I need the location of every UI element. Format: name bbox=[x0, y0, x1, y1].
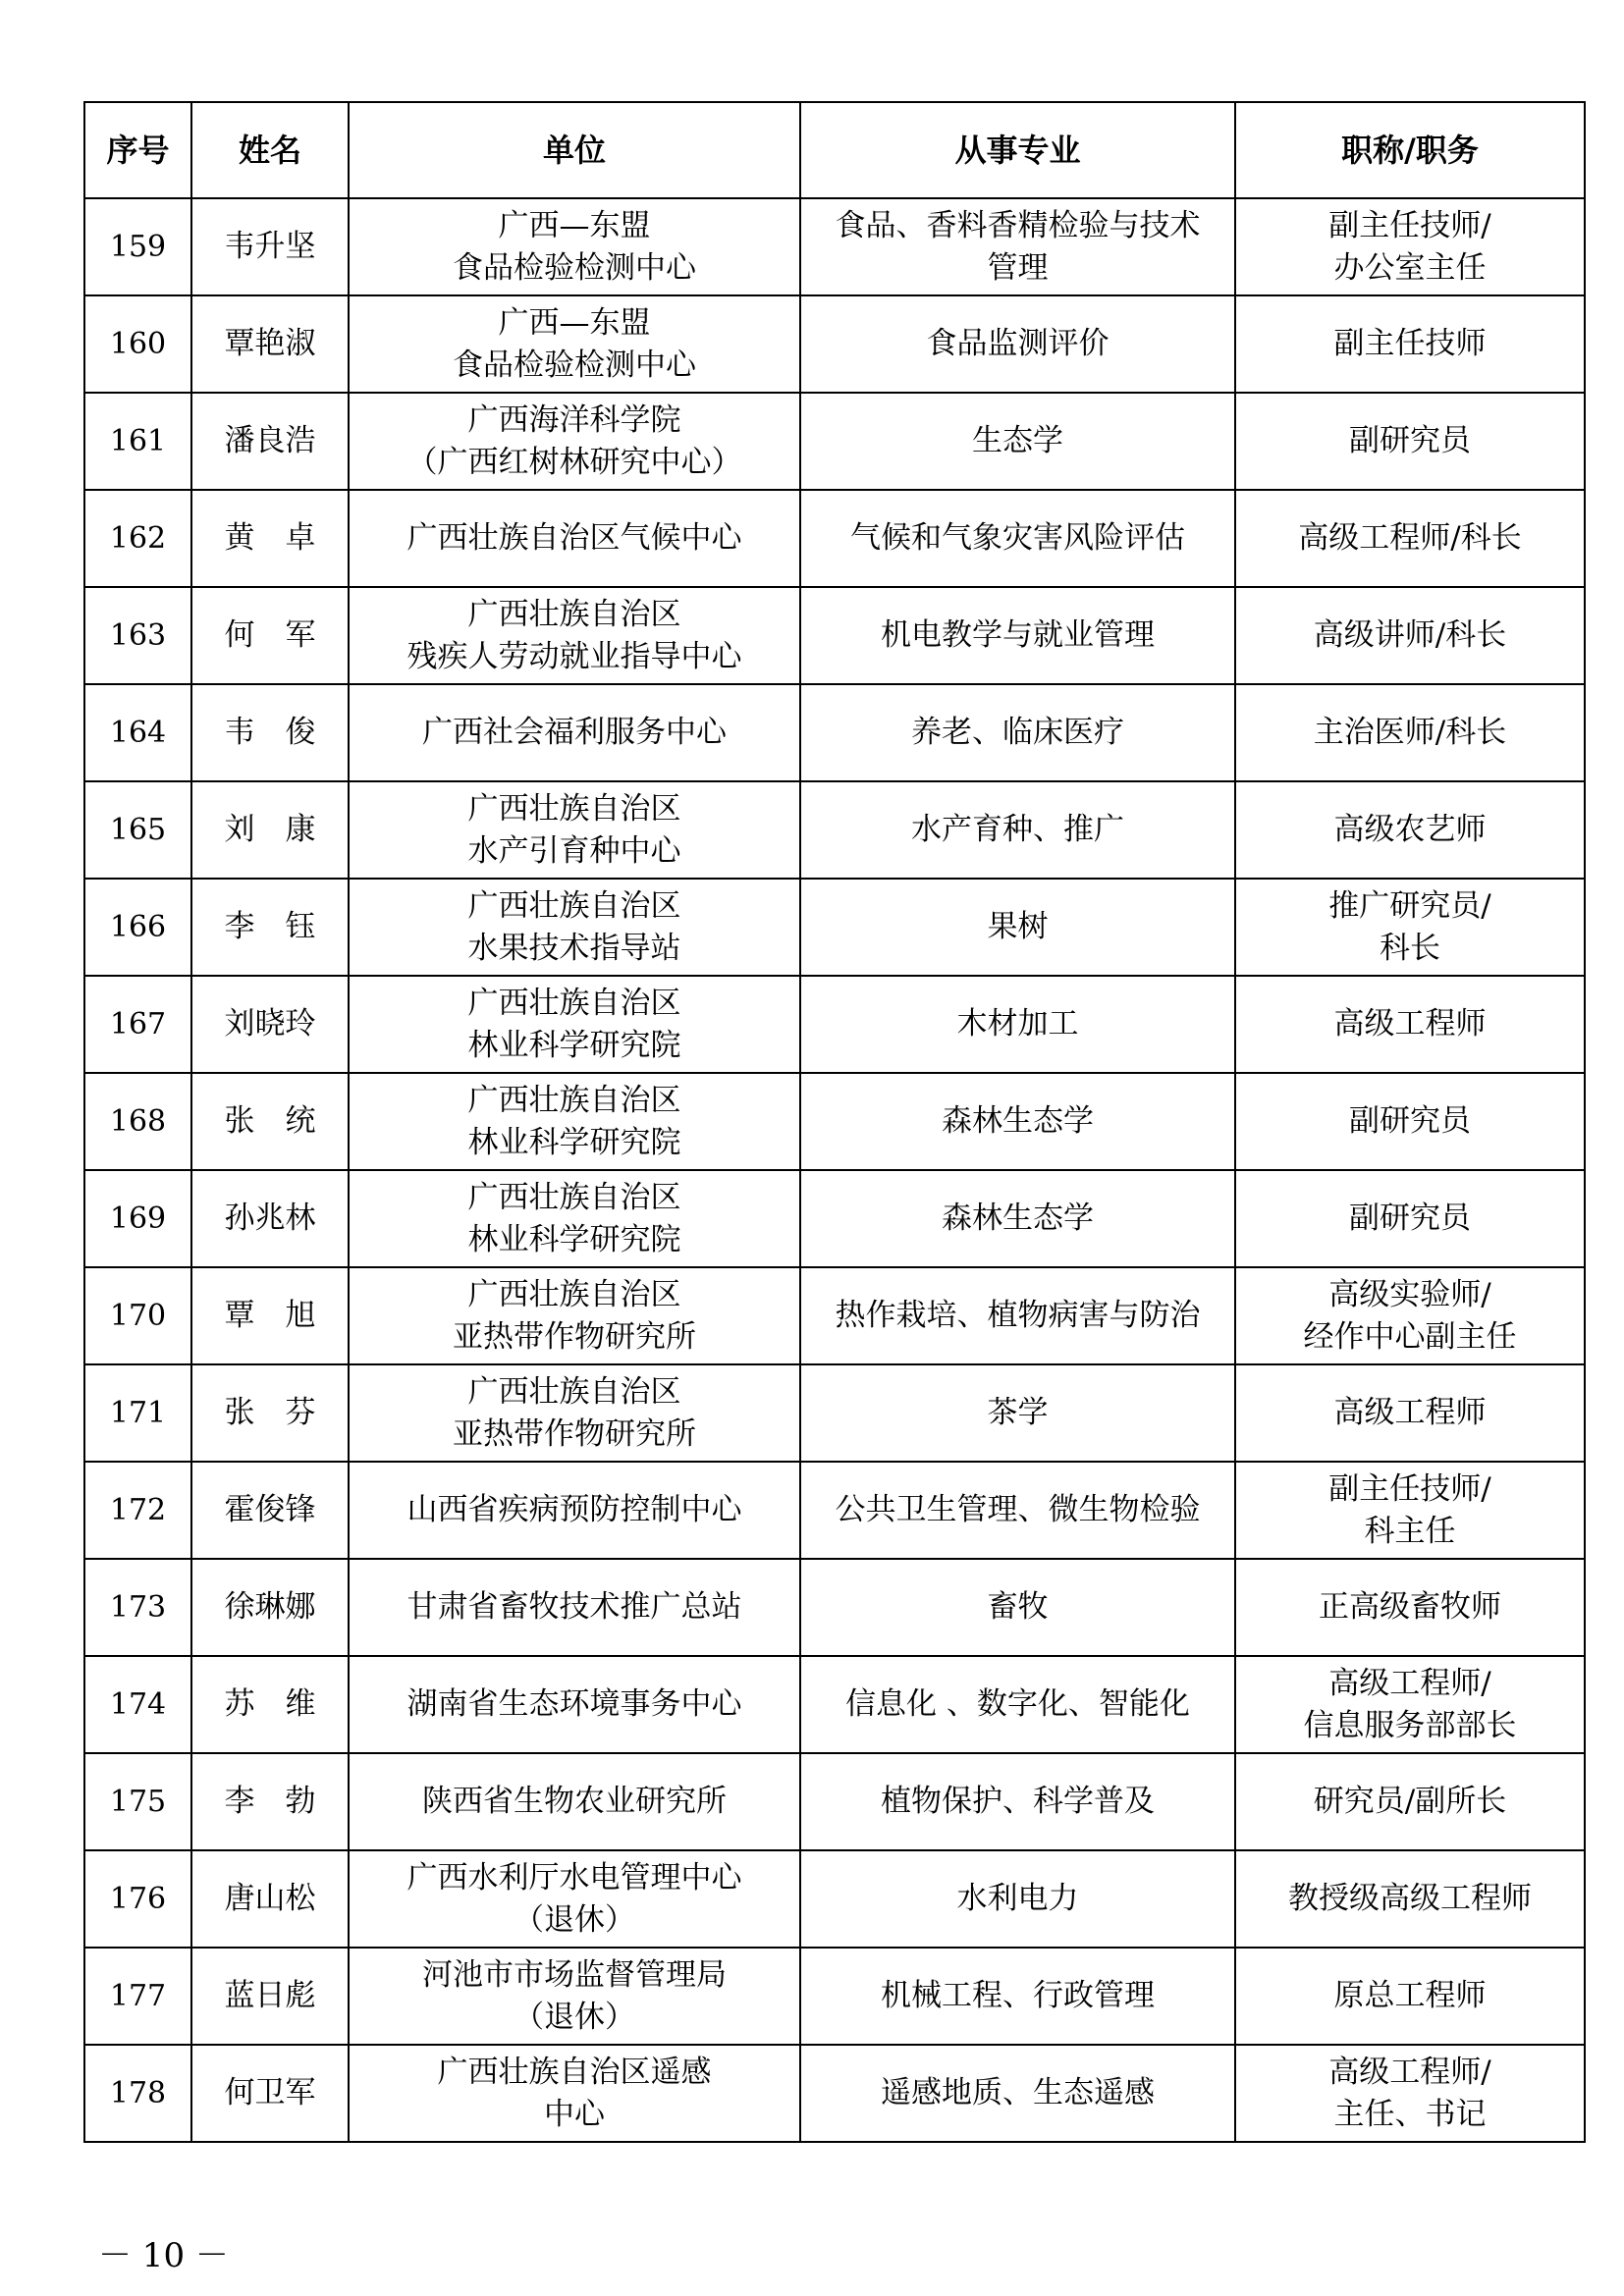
cell-unit-line: 广西壮族自治区遥感 bbox=[437, 2054, 712, 2090]
cell-major-line: 森林生态学 bbox=[942, 1201, 1094, 1236]
cell-unit-line: （退休） bbox=[514, 1901, 635, 1938]
cell-major bbox=[800, 295, 1235, 393]
cell-title-line: 经作中心副主任 bbox=[1303, 1318, 1517, 1355]
cell-major bbox=[800, 1462, 1235, 1559]
cell-unit-line: 亚热带作物研究所 bbox=[453, 1415, 696, 1452]
cell-major-line: 森林生态学 bbox=[942, 1103, 1094, 1139]
cell-title-line: 主治医师/科长 bbox=[1313, 715, 1507, 750]
cell-title bbox=[1235, 1850, 1585, 1948]
cell-unit-line: 广西壮族自治区 bbox=[467, 596, 681, 632]
cell-unit-line: 林业科学研究院 bbox=[467, 1027, 681, 1063]
cell-name: 张 统 bbox=[191, 1073, 349, 1170]
cell-major-line: 水利电力 bbox=[956, 1881, 1079, 1916]
cell-unit-line: 广西壮族自治区气候中心 bbox=[406, 520, 742, 556]
cell-title-line: 教授级高级工程师 bbox=[1288, 1881, 1532, 1916]
table-row bbox=[84, 1364, 1585, 1462]
cell-serial: 167 bbox=[84, 976, 191, 1073]
table-row bbox=[84, 1462, 1585, 1559]
cell-serial: 163 bbox=[84, 587, 191, 684]
cell-title-line: 副主任技师 bbox=[1333, 326, 1487, 361]
cell-major bbox=[800, 1267, 1235, 1364]
cell-unit-line: 水产引育种中心 bbox=[467, 832, 681, 869]
cell-title-line: 高级工程师 bbox=[1333, 1395, 1487, 1430]
cell-name: 潘良浩 bbox=[191, 393, 349, 490]
cell-title bbox=[1235, 781, 1585, 879]
cell-unit bbox=[349, 1753, 800, 1850]
cell-major-line: 热作栽培、植物病害与防治 bbox=[835, 1298, 1201, 1333]
cell-name: 覃艳淑 bbox=[191, 295, 349, 393]
cell-name: 覃 旭 bbox=[191, 1267, 349, 1364]
cell-name: 李 钰 bbox=[191, 879, 349, 976]
cell-serial: 168 bbox=[84, 1073, 191, 1170]
cell-name: 孙兆林 bbox=[191, 1170, 349, 1267]
cell-title bbox=[1235, 393, 1585, 490]
table-row bbox=[84, 1656, 1585, 1753]
cell-unit bbox=[349, 1364, 800, 1462]
cell-unit-line: 广西壮族自治区 bbox=[467, 1276, 681, 1312]
cell-serial: 166 bbox=[84, 879, 191, 976]
cell-major-line: 植物保护、科学普及 bbox=[881, 1784, 1155, 1819]
cell-major-line: 管理 bbox=[987, 249, 1049, 286]
cell-unit bbox=[349, 1170, 800, 1267]
cell-unit bbox=[349, 393, 800, 490]
table-row bbox=[84, 684, 1585, 781]
cell-unit-line: 残疾人劳动就业指导中心 bbox=[406, 638, 742, 674]
cell-unit-line: 广西—东盟 bbox=[498, 207, 651, 243]
cell-title-line: 正高级畜牧师 bbox=[1319, 1589, 1501, 1625]
cell-title bbox=[1235, 587, 1585, 684]
cell-title bbox=[1235, 1170, 1585, 1267]
cell-name: 何卫军 bbox=[191, 2045, 349, 2142]
table-row bbox=[84, 1267, 1585, 1364]
header-title: 职称/职务 bbox=[1235, 102, 1585, 198]
cell-title-line: 副研究员 bbox=[1349, 423, 1471, 458]
cell-unit bbox=[349, 490, 800, 587]
cell-major bbox=[800, 1559, 1235, 1656]
cell-major bbox=[800, 198, 1235, 295]
cell-unit-line: 广西壮族自治区 bbox=[467, 985, 681, 1021]
cell-major-line: 食品监测评价 bbox=[926, 326, 1110, 361]
cell-unit-line: 中心 bbox=[544, 2096, 605, 2132]
table-row bbox=[84, 1559, 1585, 1656]
cell-name: 李 勃 bbox=[191, 1753, 349, 1850]
table-row bbox=[84, 1850, 1585, 1948]
table-row bbox=[84, 587, 1585, 684]
table-row bbox=[84, 1753, 1585, 1850]
table-row bbox=[84, 1170, 1585, 1267]
cell-title-line: 高级工程师 bbox=[1333, 1006, 1487, 1041]
cell-name: 刘 康 bbox=[191, 781, 349, 879]
cell-major-line: 畜牧 bbox=[987, 1589, 1049, 1625]
cell-unit-line: 河池市市场监督管理局 bbox=[422, 1956, 727, 1993]
cell-title bbox=[1235, 1364, 1585, 1462]
cell-unit-line: 甘肃省畜牧技术推广总站 bbox=[406, 1589, 742, 1625]
header-row bbox=[84, 102, 1585, 198]
table-row bbox=[84, 879, 1585, 976]
table-row bbox=[84, 295, 1585, 393]
cell-title bbox=[1235, 1462, 1585, 1559]
cell-major bbox=[800, 976, 1235, 1073]
cell-major bbox=[800, 1753, 1235, 1850]
cell-major bbox=[800, 1948, 1235, 2045]
cell-title-line: 高级讲师/科长 bbox=[1313, 617, 1507, 653]
cell-title-line: 推广研究员/ bbox=[1328, 887, 1491, 924]
cell-unit bbox=[349, 1073, 800, 1170]
cell-major-line: 机电教学与就业管理 bbox=[881, 617, 1155, 653]
cell-major-line: 遥感地质、生态遥感 bbox=[881, 2075, 1155, 2110]
cell-serial: 178 bbox=[84, 2045, 191, 2142]
cell-title-line: 办公室主任 bbox=[1333, 249, 1487, 286]
header-unit: 单位 bbox=[349, 102, 800, 198]
cell-title bbox=[1235, 490, 1585, 587]
cell-serial: 172 bbox=[84, 1462, 191, 1559]
cell-serial: 175 bbox=[84, 1753, 191, 1850]
cell-unit-line: 广西—东盟 bbox=[498, 304, 651, 341]
cell-title bbox=[1235, 198, 1585, 295]
cell-title-line: 高级实验师/ bbox=[1328, 1276, 1491, 1312]
cell-title bbox=[1235, 1948, 1585, 2045]
cell-title bbox=[1235, 1073, 1585, 1170]
cell-title-line: 研究员/副所长 bbox=[1313, 1784, 1507, 1819]
cell-unit bbox=[349, 1948, 800, 2045]
cell-name: 蓝日彪 bbox=[191, 1948, 349, 2045]
cell-serial: 165 bbox=[84, 781, 191, 879]
cell-name: 张 芬 bbox=[191, 1364, 349, 1462]
cell-serial: 170 bbox=[84, 1267, 191, 1364]
cell-unit-line: 广西水利厅水电管理中心 bbox=[406, 1859, 742, 1896]
cell-unit-line: 山西省疾病预防控制中心 bbox=[406, 1492, 742, 1527]
cell-unit-line: 林业科学研究院 bbox=[467, 1221, 681, 1257]
cell-unit-line: 水果技术指导站 bbox=[467, 930, 681, 966]
table-row bbox=[84, 1948, 1585, 2045]
cell-major bbox=[800, 684, 1235, 781]
cell-unit-line: 广西壮族自治区 bbox=[467, 1373, 681, 1410]
cell-serial: 159 bbox=[84, 198, 191, 295]
cell-title bbox=[1235, 976, 1585, 1073]
cell-unit-line: 广西壮族自治区 bbox=[467, 790, 681, 827]
cell-title bbox=[1235, 1559, 1585, 1656]
table-row bbox=[84, 1073, 1585, 1170]
table-body bbox=[84, 198, 1585, 2142]
table-row bbox=[84, 198, 1585, 295]
cell-title-line: 高级工程师/科长 bbox=[1298, 520, 1522, 556]
cell-title-line: 科主任 bbox=[1364, 1513, 1456, 1549]
cell-title bbox=[1235, 1267, 1585, 1364]
cell-major bbox=[800, 393, 1235, 490]
cell-unit bbox=[349, 2045, 800, 2142]
cell-unit bbox=[349, 1656, 800, 1753]
cell-title bbox=[1235, 295, 1585, 393]
cell-unit-line: 林业科学研究院 bbox=[467, 1124, 681, 1160]
cell-name: 唐山松 bbox=[191, 1850, 349, 1948]
cell-unit bbox=[349, 1267, 800, 1364]
cell-unit bbox=[349, 1462, 800, 1559]
cell-major-line: 养老、临床医疗 bbox=[911, 715, 1124, 750]
cell-unit-line: 广西壮族自治区 bbox=[467, 887, 681, 924]
cell-title bbox=[1235, 1753, 1585, 1850]
cell-name: 苏 维 bbox=[191, 1656, 349, 1753]
header-name: 姓名 bbox=[191, 102, 349, 198]
cell-name: 何 军 bbox=[191, 587, 349, 684]
header-major: 从事专业 bbox=[800, 102, 1235, 198]
cell-title-line: 副研究员 bbox=[1349, 1103, 1471, 1139]
cell-name: 韦升坚 bbox=[191, 198, 349, 295]
table-row bbox=[84, 490, 1585, 587]
cell-unit bbox=[349, 587, 800, 684]
table-row bbox=[84, 2045, 1585, 2142]
cell-unit-line: 广西壮族自治区 bbox=[467, 1082, 681, 1118]
cell-title-line: 主任、书记 bbox=[1333, 2096, 1487, 2132]
cell-title-line: 副主任技师/ bbox=[1328, 207, 1491, 243]
cell-unit bbox=[349, 879, 800, 976]
cell-title-line: 高级工程师/ bbox=[1328, 2054, 1491, 2090]
cell-serial: 177 bbox=[84, 1948, 191, 2045]
cell-unit bbox=[349, 976, 800, 1073]
cell-name: 霍俊锋 bbox=[191, 1462, 349, 1559]
cell-major bbox=[800, 587, 1235, 684]
cell-serial: 174 bbox=[84, 1656, 191, 1753]
cell-unit-line: 食品检验检测中心 bbox=[453, 347, 696, 383]
header-serial: 序号 bbox=[84, 102, 191, 198]
cell-title bbox=[1235, 879, 1585, 976]
cell-major-line: 水产育种、推广 bbox=[911, 812, 1124, 847]
cell-title-line: 高级农艺师 bbox=[1333, 812, 1487, 847]
cell-title-line: 原总工程师 bbox=[1333, 1978, 1487, 2013]
cell-major bbox=[800, 879, 1235, 976]
cell-unit-line: （退休） bbox=[514, 1999, 635, 2035]
cell-major-line: 信息化 、数字化、智能化 bbox=[845, 1686, 1190, 1722]
cell-major-line: 果树 bbox=[987, 909, 1049, 944]
cell-title bbox=[1235, 2045, 1585, 2142]
table-row bbox=[84, 393, 1585, 490]
cell-serial: 160 bbox=[84, 295, 191, 393]
cell-major-line: 木材加工 bbox=[956, 1006, 1079, 1041]
cell-major-line: 公共卫生管理、微生物检验 bbox=[835, 1492, 1201, 1527]
cell-title bbox=[1235, 1656, 1585, 1753]
cell-major bbox=[800, 1073, 1235, 1170]
cell-serial: 161 bbox=[84, 393, 191, 490]
page-number: － 10 － bbox=[98, 2236, 229, 2275]
cell-name: 韦 俊 bbox=[191, 684, 349, 781]
table-row bbox=[84, 976, 1585, 1073]
cell-unit-line: 湖南省生态环境事务中心 bbox=[406, 1686, 742, 1722]
cell-unit bbox=[349, 295, 800, 393]
cell-title-line: 高级工程师/ bbox=[1328, 1665, 1491, 1701]
table-row bbox=[84, 781, 1585, 879]
cell-major bbox=[800, 1364, 1235, 1462]
cell-title-line: 副主任技师/ bbox=[1328, 1470, 1491, 1507]
cell-serial: 173 bbox=[84, 1559, 191, 1656]
cell-unit-line: 广西壮族自治区 bbox=[467, 1179, 681, 1215]
cell-unit bbox=[349, 781, 800, 879]
cell-unit bbox=[349, 1559, 800, 1656]
cell-major-line: 食品、香料香精检验与技术 bbox=[835, 207, 1201, 243]
cell-title-line: 信息服务部部长 bbox=[1303, 1707, 1517, 1743]
cell-serial: 176 bbox=[84, 1850, 191, 1948]
cell-unit-line: 广西社会福利服务中心 bbox=[422, 715, 727, 750]
cell-major bbox=[800, 490, 1235, 587]
cell-title-line: 科长 bbox=[1380, 930, 1440, 966]
cell-unit-line: 陕西省生物农业研究所 bbox=[422, 1784, 727, 1819]
cell-major bbox=[800, 1656, 1235, 1753]
cell-title bbox=[1235, 684, 1585, 781]
cell-name: 刘晓玲 bbox=[191, 976, 349, 1073]
cell-unit-line: 亚热带作物研究所 bbox=[453, 1318, 696, 1355]
cell-title-line: 副研究员 bbox=[1349, 1201, 1471, 1236]
cell-name: 徐琳娜 bbox=[191, 1559, 349, 1656]
cell-major-line: 生态学 bbox=[972, 423, 1063, 458]
cell-major-line: 茶学 bbox=[987, 1395, 1049, 1430]
cell-major-line: 机械工程、行政管理 bbox=[881, 1978, 1155, 2013]
cell-unit-line: （广西红树林研究中心） bbox=[406, 444, 742, 480]
cell-serial: 171 bbox=[84, 1364, 191, 1462]
cell-unit bbox=[349, 684, 800, 781]
cell-unit bbox=[349, 198, 800, 295]
personnel-table bbox=[83, 101, 1586, 2143]
cell-major bbox=[800, 2045, 1235, 2142]
cell-major bbox=[800, 781, 1235, 879]
cell-major-line: 气候和气象灾害风险评估 bbox=[850, 520, 1185, 556]
cell-unit-line: 食品检验检测中心 bbox=[453, 249, 696, 286]
cell-unit-line: 广西海洋科学院 bbox=[467, 401, 681, 438]
cell-serial: 169 bbox=[84, 1170, 191, 1267]
cell-serial: 164 bbox=[84, 684, 191, 781]
cell-major bbox=[800, 1850, 1235, 1948]
cell-major bbox=[800, 1170, 1235, 1267]
cell-name: 黄 卓 bbox=[191, 490, 349, 587]
cell-serial: 162 bbox=[84, 490, 191, 587]
cell-unit bbox=[349, 1850, 800, 1948]
